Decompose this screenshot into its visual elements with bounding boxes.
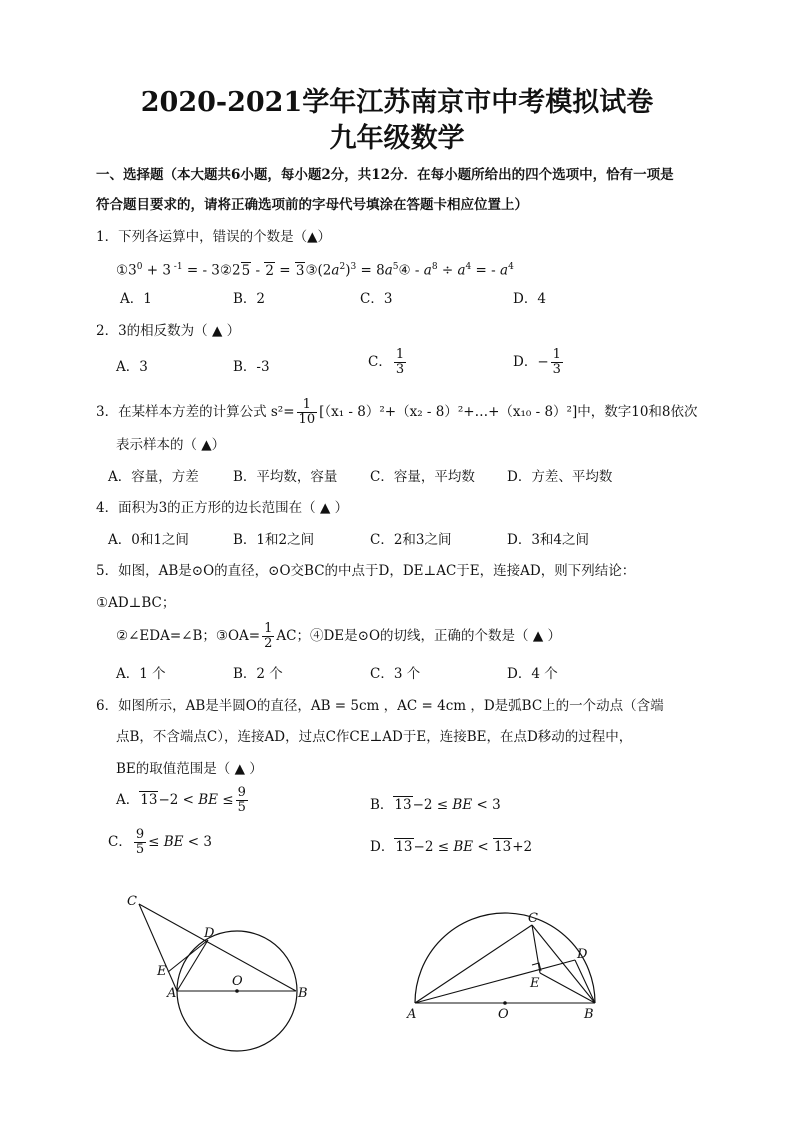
segment-de [168, 940, 208, 972]
q1-option-c: C．3 [360, 291, 393, 307]
q5-item1: ①AD⊥BC； [96, 595, 176, 611]
q1-option-a: A．1 [120, 291, 152, 307]
q4-option-d: D．3和4之间 [507, 532, 590, 548]
q3-stem: 3．在某样本方差的计算公式 s²= $\frac{1}{10}$ [（x₁ - 8）²+（x₂ - 8）²+…+（x₁₀ - 8）²]中，数字10和8依次 [96, 397, 698, 427]
label-d: D [577, 947, 588, 962]
q3-option-b: B．平均数，容量 [233, 469, 338, 485]
q6-option-d: D．13−2 ≤ BE < 13+2 [370, 839, 533, 855]
q6-option-b: B．13−2 ≤ BE < 3 [370, 797, 501, 813]
q6-figure [400, 905, 610, 1030]
q2-option-d: D．− $\frac{1}{3}$ [513, 347, 561, 377]
center-point [235, 989, 239, 993]
q6-stem-line1: 6．如图所示，AB是半圆O的直径，AB = 5cm ，AC = 4cm ，D是弧BC上的一个动点（含端 [96, 698, 664, 714]
q2-option-a: A．3 [116, 359, 148, 375]
label-b: B [298, 986, 308, 1001]
q5-item2: ②∠EDA=∠B；③OA= $\frac{1}{2}$ AC；④DE是⊙O的切线，正确的个数是（ ▲ ） [116, 621, 562, 651]
label-c: C [528, 911, 538, 926]
segment-ce [532, 925, 540, 973]
q4-option-b: B．1和2之间 [233, 532, 315, 548]
label-e: E [530, 976, 540, 991]
label-o: O [498, 1007, 509, 1022]
q3-stem-line2: 表示样本的（ ▲） [116, 437, 226, 453]
q4-option-c: C．2和3之间 [370, 532, 452, 548]
q1-stem: 1．下列各运算中，错误的个数是（▲） [96, 229, 331, 245]
q3-option-c: C．容量，平均数 [370, 469, 475, 485]
section-header-line2: 符合题目要求的，请将正确选项前的字母代号填涂在答题卡相应位置上） [96, 197, 528, 213]
center-point [503, 1001, 507, 1005]
q2-option-c: C． $\frac{1}{3}$ [368, 347, 405, 377]
label-a: A [407, 1007, 417, 1022]
label-c: C [127, 894, 137, 909]
q5-option-b: B．2 个 [233, 666, 283, 682]
page-title: 2020-2021学年江苏南京市中考模拟试卷 [140, 87, 654, 118]
label-d: D [204, 926, 215, 941]
q1-option-d: D．4 [513, 291, 546, 307]
q6-stem-line2: 点B，不含端点C），连接AD，过点C作CE⊥AD于E，连接BE，在点D移动的过程中， [116, 729, 633, 745]
page-subtitle: 九年级数学 [329, 123, 465, 154]
q6-stem-line3: BE的取值范围是（ ▲ ） [116, 761, 263, 777]
q1-option-b: B．2 [233, 291, 266, 307]
label-a: A [167, 986, 177, 1001]
section-header-line1: 一、选择题（本大题共6小题，每小题2分，共12分．在每小题所给出的四个选项中，恰有一项是 [96, 167, 674, 183]
semicircle [415, 913, 595, 1003]
q5-option-d: D．4 个 [507, 666, 558, 682]
label-o: O [232, 974, 243, 989]
segment-ad [177, 940, 208, 991]
q1-expressions: $①3^0 + 3$ $^{-1}$ = - 3②25 - $2 = 3③(2a^2)^3$ = $8a^5④ - a^8 \div a^4$ = - $a^4$ [116, 262, 514, 279]
q4-option-a: A．0和1之间 [108, 532, 189, 548]
q2-option-b: B．-3 [233, 359, 270, 375]
label-b: B [584, 1007, 594, 1022]
q5-option-a: A．1 个 [116, 666, 166, 682]
label-e: E [157, 964, 167, 979]
q2-stem: 2．3的相反数为（ ▲ ） [96, 323, 241, 339]
q5-stem: 5．如图，AB是⊙O的直径，⊙O交BC的中点于D，DE⊥AC于E，连接AD，则下列结论： [96, 563, 636, 579]
q3-option-a: A．容量，方差 [108, 469, 199, 485]
q5-option-c: C．3 个 [370, 666, 421, 682]
segment-eb [540, 973, 595, 1003]
q6-option-a: A．13−2 < BE ≤ $\frac{9}{5}$ [116, 785, 246, 815]
q6-option-c: C． $\frac{9}{5}$ ≤ BE < 3 [108, 827, 212, 857]
q3-option-d: D．方差、平均数 [507, 469, 613, 485]
q4-stem: 4．面积为3的正方形的边长范围在（ ▲ ） [96, 500, 349, 516]
q5-figure [120, 885, 320, 1055]
segment-ad [415, 960, 575, 1003]
segment-ac [415, 925, 532, 1003]
